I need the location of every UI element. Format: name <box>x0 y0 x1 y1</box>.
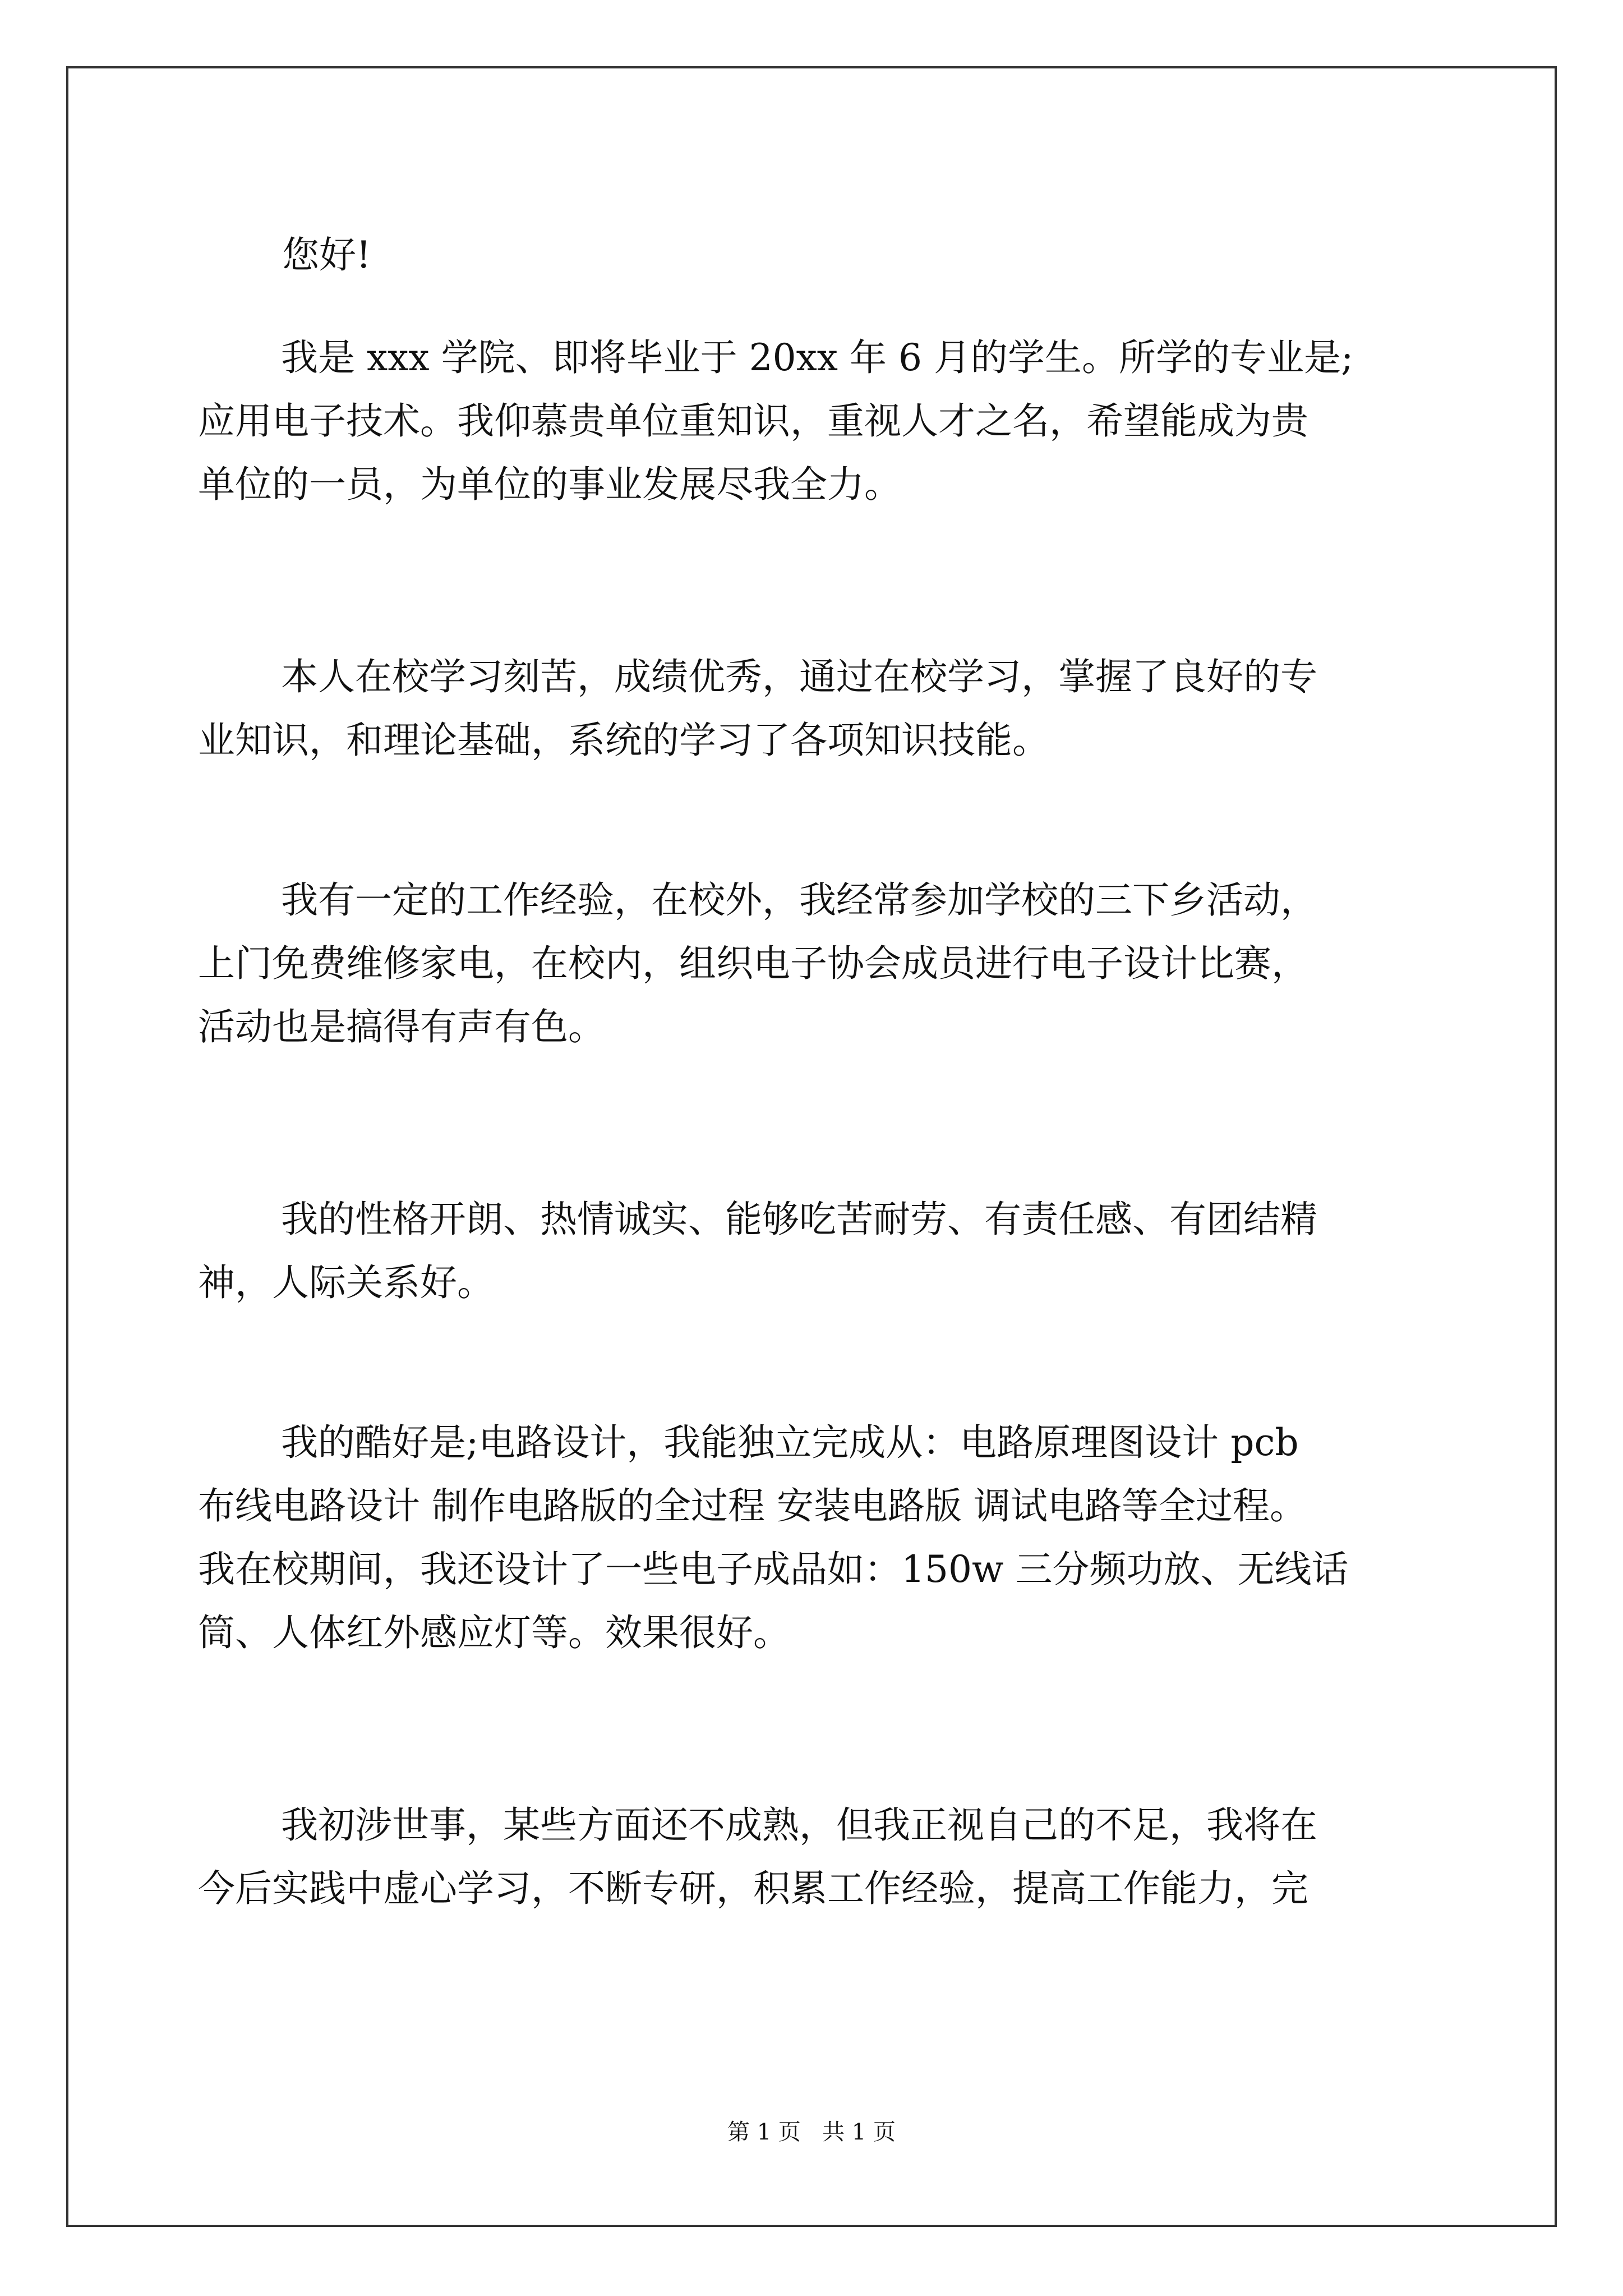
paragraph-line: 我初涉世事，某些方面还不成熟，但我正视自己的不足，我将在 <box>281 1803 1317 1847</box>
paragraph-line: 布线电路设计 制作电路版的全过程 安装电路版 调试电路等全过程。 <box>198 1484 1307 1527</box>
paragraph-line: 我的性格开朗、热情诚实、能够吃苦耐劳、有责任感、有团结精 <box>281 1198 1317 1241</box>
paragraph-line: 活动也是搞得有声有色。 <box>198 1005 605 1048</box>
paragraph-line: 我是 xxx 学院、即将毕业于 20xx 年 6 月的学生。所学的专业是; <box>281 336 1354 379</box>
paragraph-line: 我的酷好是;电路设计，我能独立完成从：电路原理图设计 pcb <box>281 1421 1299 1464</box>
page-footer: 第 1 页 共 1 页 <box>727 2119 896 2145</box>
paragraph-line: 单位的一员，为单位的事业发展尽我全力。 <box>198 463 901 506</box>
paragraph-line: 筒、人体红外感应灯等。效果很好。 <box>198 1611 790 1654</box>
paragraph-line: 神，人际关系好。 <box>198 1261 494 1304</box>
greeting: 您好! <box>282 233 371 277</box>
paragraph-line: 我有一定的工作经验，在校外，我经常参加学校的三下乡活动， <box>281 878 1317 922</box>
paragraph <box>198 326 1449 516</box>
paragraph-line: 我在校期间，我还设计了一些电子成品如：150w 三分频功放、无线话 <box>198 1548 1349 1591</box>
paragraph <box>198 1793 1449 1920</box>
paragraph <box>198 1188 1449 1314</box>
paragraph-line: 业知识，和理论基础，系统的学习了各项知识技能。 <box>198 719 1049 762</box>
paragraph <box>198 1411 1449 1664</box>
paragraph <box>198 645 1449 772</box>
paragraph-line: 本人在校学习刻苦，成绩优秀，通过在校学习，掌握了良好的专 <box>281 655 1317 698</box>
paragraph-line: 应用电子技术。我仰慕贵单位重知识，重视人才之名，希望能成为贵 <box>198 399 1308 443</box>
paragraph-line: 上门免费维修家电，在校内，组织电子协会成员进行电子设计比赛， <box>198 942 1308 985</box>
paragraph <box>198 868 1449 1059</box>
paragraph-line: 今后实践中虚心学习，不断专研，积累工作经验，提高工作能力，完 <box>198 1867 1308 1910</box>
